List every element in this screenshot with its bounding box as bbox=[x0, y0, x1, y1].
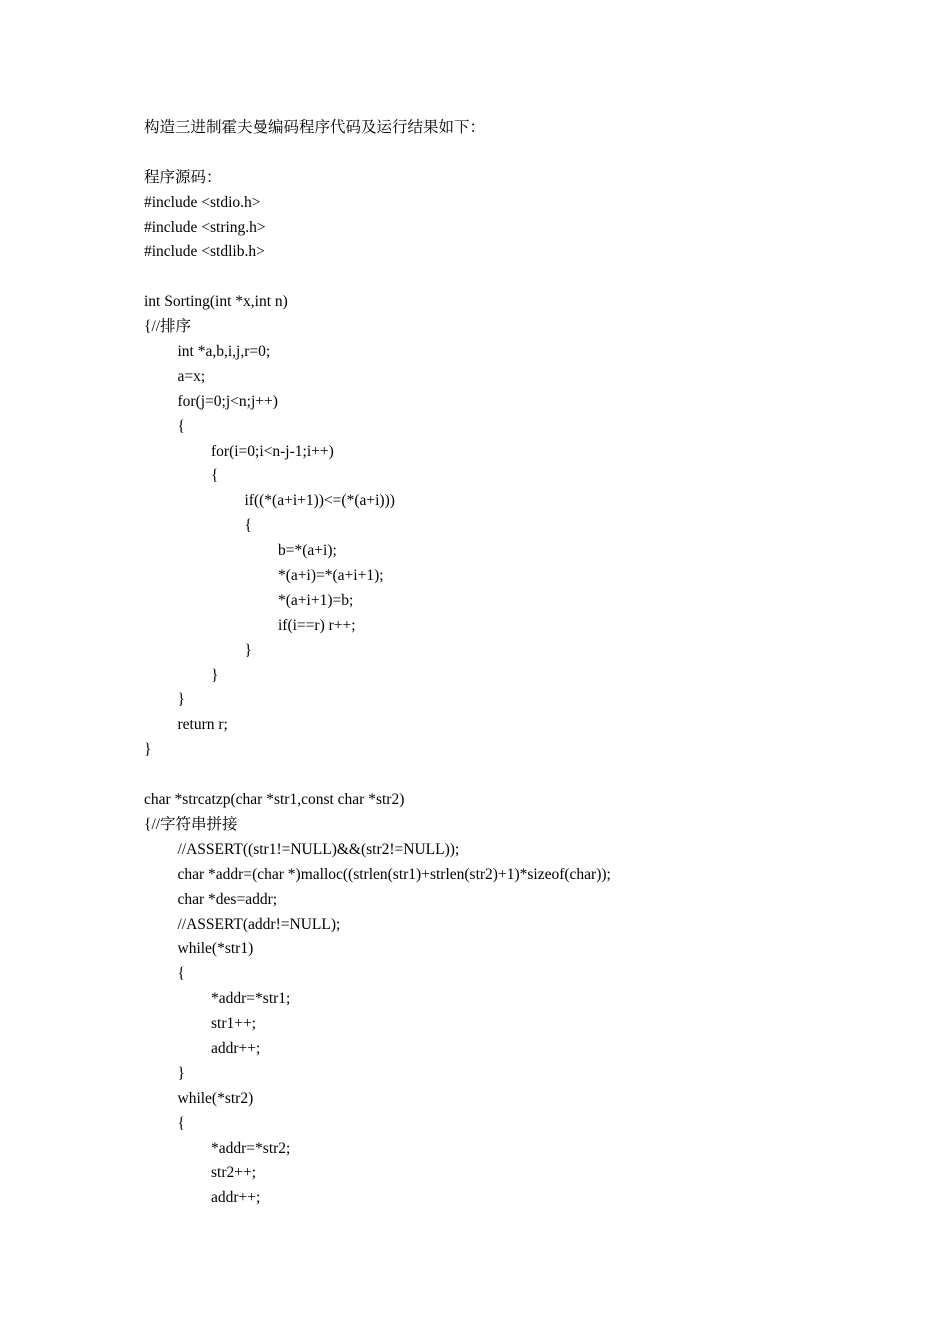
code-line: *addr=*str1; bbox=[211, 990, 291, 1008]
code-line: char *addr=(char *)malloc((strlen(str1)+strlen(str2)+1)*sizeof(char)); bbox=[177, 865, 611, 883]
code-line: } bbox=[177, 691, 185, 709]
code-line: while(*str2) bbox=[177, 1089, 254, 1107]
code-line: //ASSERT(addr!=NULL); bbox=[177, 915, 341, 933]
blank-line bbox=[144, 265, 904, 290]
code-line: } bbox=[244, 641, 252, 659]
code-line: #include <string.h> bbox=[144, 218, 266, 236]
code-line: *(a+i)=*(a+i+1); bbox=[278, 567, 384, 585]
code-line: { bbox=[177, 1114, 185, 1132]
code-line: } bbox=[144, 741, 152, 759]
code-line: str1++; bbox=[211, 1015, 257, 1033]
code-line: char *strcatzp(char *str1,const char *str2) bbox=[144, 791, 405, 809]
code-line: { bbox=[177, 417, 185, 435]
code-line: for(j=0;j<n;j++) bbox=[177, 392, 278, 410]
code-line: return r; bbox=[177, 716, 228, 734]
source-label: 程序源码： bbox=[144, 168, 222, 186]
document-heading: 构造三进制霍夫曼编码程序代码及运行结果如下： bbox=[144, 119, 486, 136]
code-block bbox=[144, 191, 904, 1212]
code-line: } bbox=[211, 666, 219, 684]
code-line: *(a+i+1)=b; bbox=[278, 591, 354, 609]
code-line: addr++; bbox=[211, 1039, 261, 1057]
code-line: *addr=*str2; bbox=[211, 1139, 291, 1157]
blank-line bbox=[144, 141, 904, 166]
code-line: if(i==r) r++; bbox=[278, 616, 356, 634]
code-line: { bbox=[177, 965, 185, 983]
code-line: for(i=0;i<n-j-1;i++) bbox=[211, 442, 334, 460]
code-line: } bbox=[177, 1064, 185, 1082]
blank-line bbox=[144, 763, 904, 788]
code-line: str2++; bbox=[211, 1164, 257, 1182]
code-line: b=*(a+i); bbox=[278, 542, 337, 560]
code-line: while(*str1) bbox=[177, 940, 254, 958]
code-line: if((*(a+i+1))<=(*(a+i))) bbox=[244, 492, 395, 510]
code-line: addr++; bbox=[211, 1189, 261, 1207]
code-line: {//字符串拼接 bbox=[144, 815, 238, 833]
code-line: #include <stdlib.h> bbox=[144, 243, 265, 261]
code-line: {//排序 bbox=[144, 318, 192, 336]
code-line: int Sorting(int *x,int n) bbox=[144, 293, 288, 311]
code-line: { bbox=[211, 467, 219, 485]
code-line: { bbox=[244, 517, 252, 535]
code-line: char *des=addr; bbox=[177, 890, 278, 908]
document-body bbox=[144, 116, 904, 1211]
code-line: a=x; bbox=[177, 367, 206, 385]
code-line: int *a,b,i,j,r=0; bbox=[177, 343, 271, 361]
code-line: //ASSERT((str1!=NULL)&&(str2!=NULL)); bbox=[177, 840, 460, 858]
code-line: #include <stdio.h> bbox=[144, 193, 261, 211]
